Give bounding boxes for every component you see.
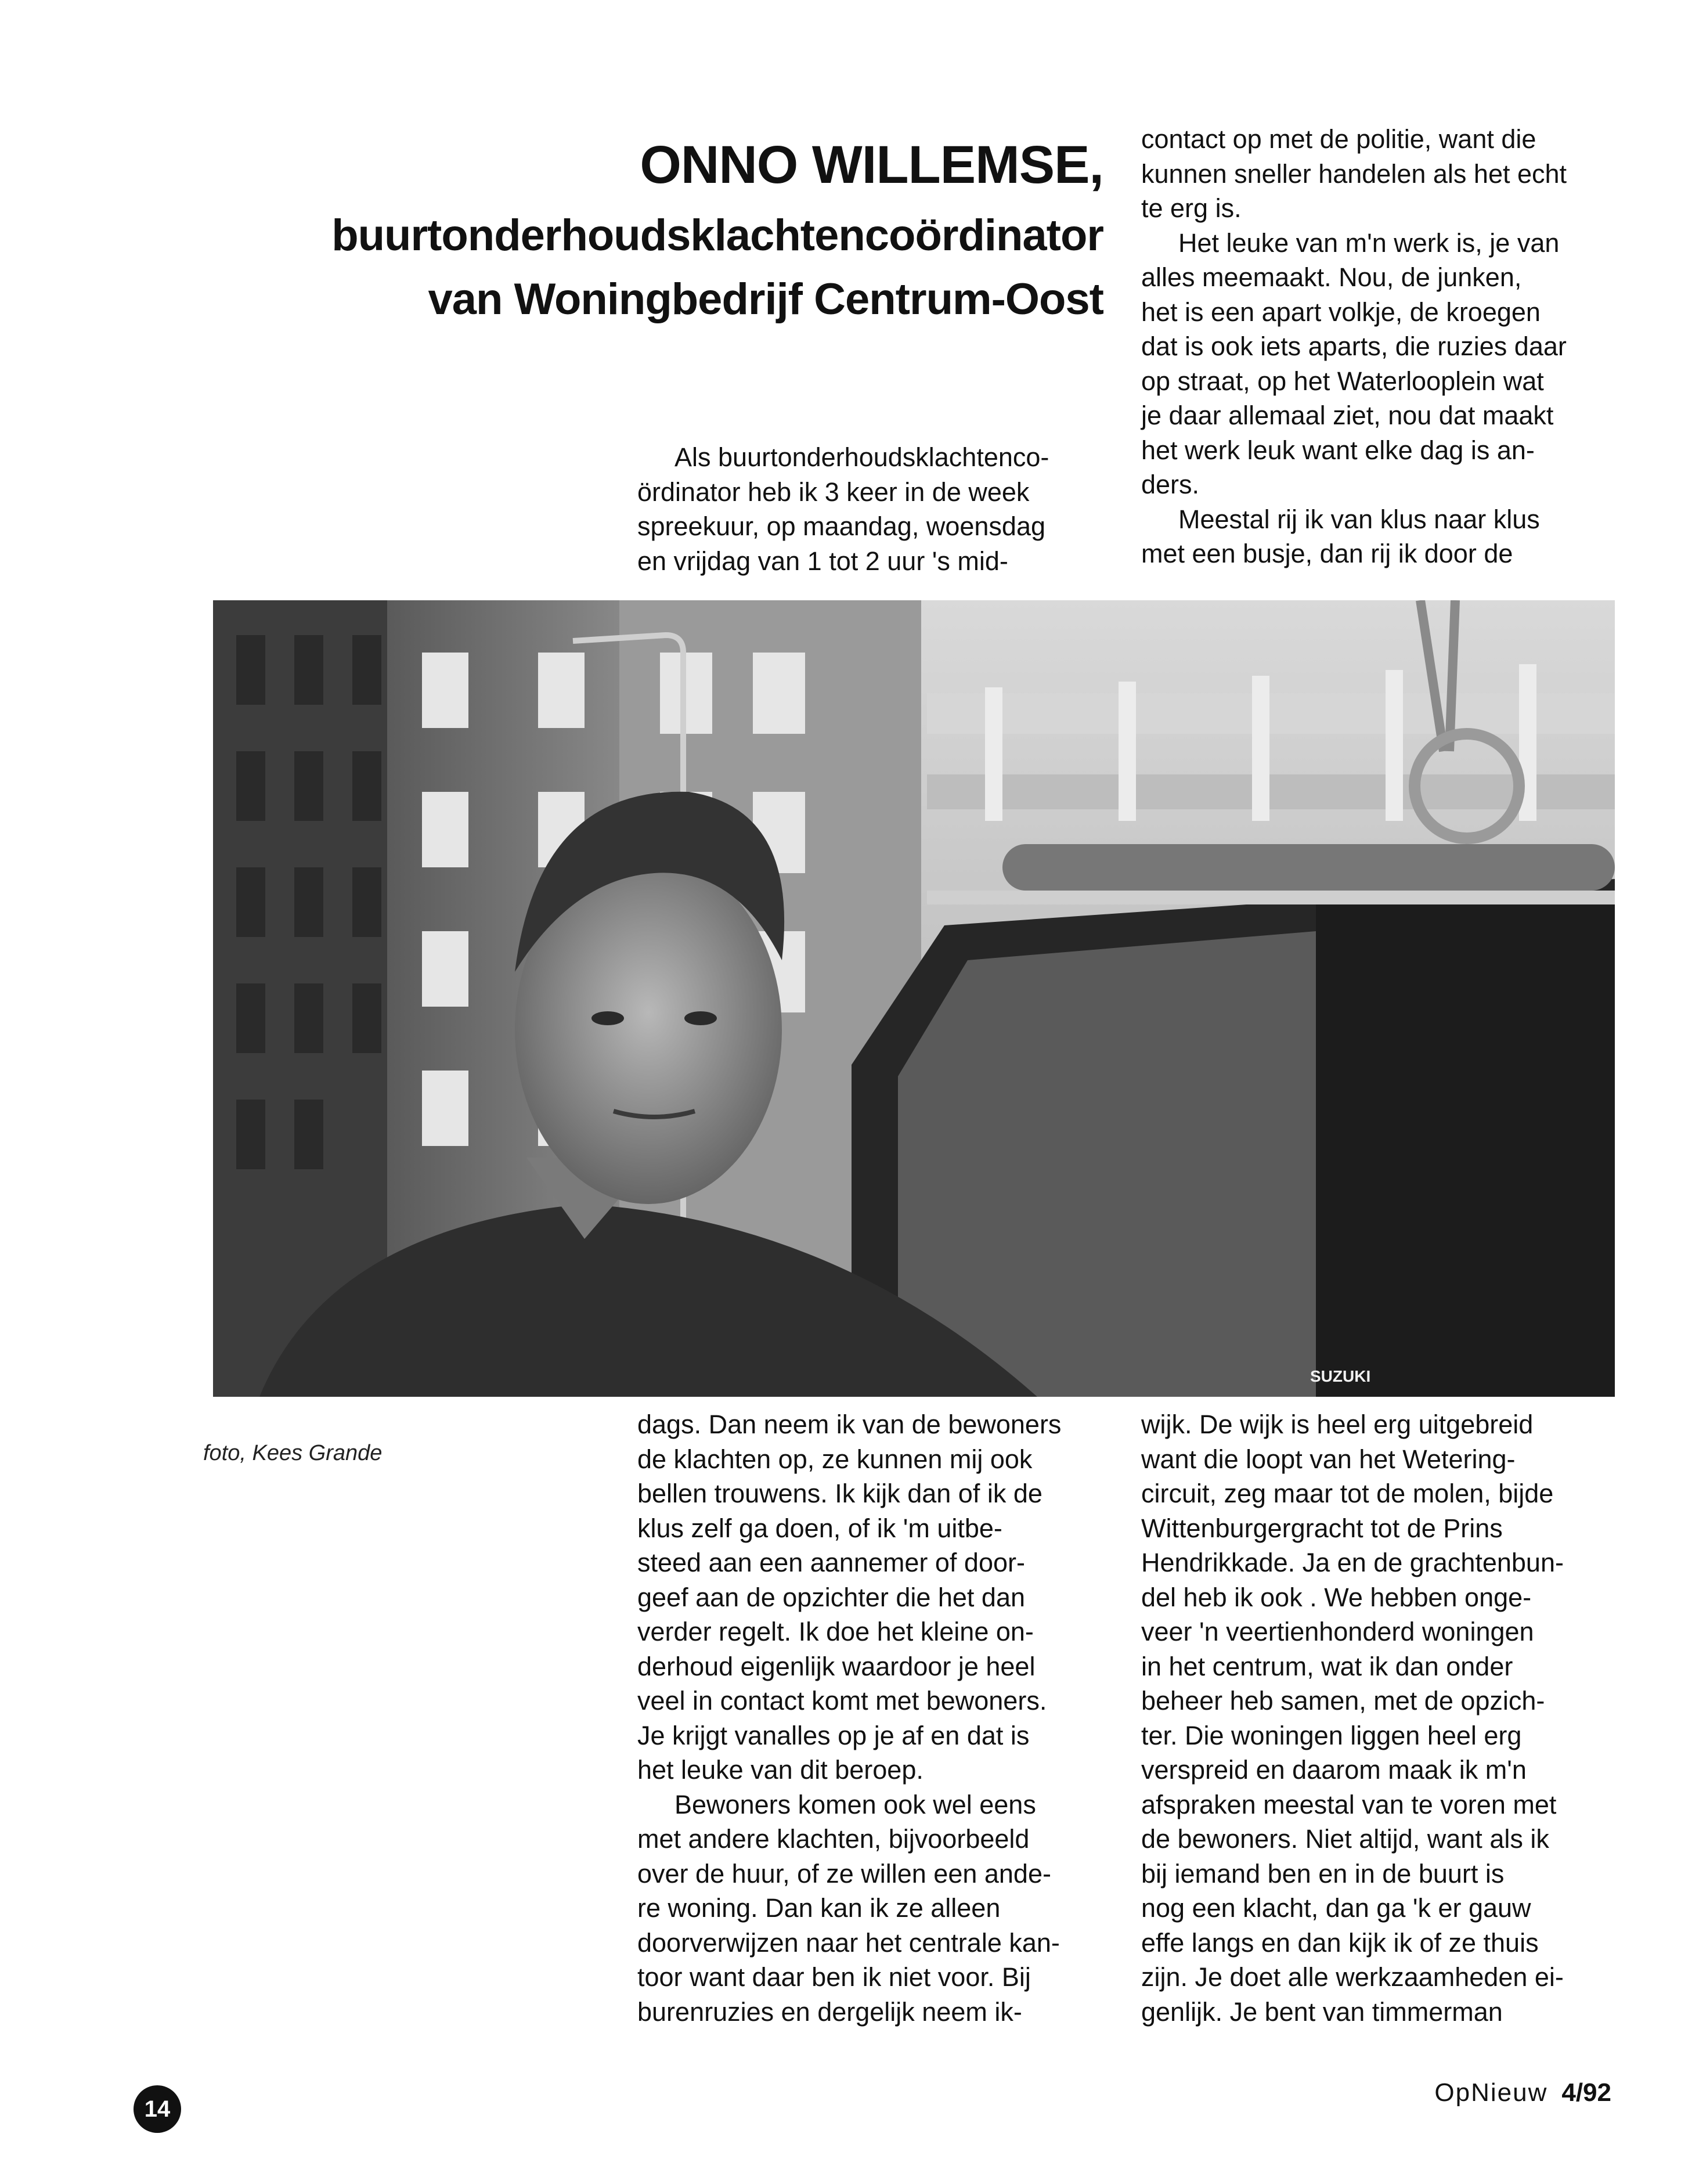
text-line: steed aan een aannemer of door-: [637, 1548, 1025, 1577]
text-line: dat is ook iets aparts, die ruzies daar: [1141, 331, 1567, 361]
text-line: het is een apart volkje, de kroegen: [1141, 297, 1541, 327]
text-line: spreekuur, op maandag, woensdag: [637, 511, 1045, 541]
text-line: want die loopt van het Wetering-: [1141, 1444, 1516, 1474]
magazine-name: OpNieuw: [1434, 2078, 1548, 2107]
text-line: ders.: [1141, 470, 1200, 499]
text-line: Je krijgt vanalles op je af en dat is: [637, 1720, 1030, 1750]
text-line: Bewoners komen ook wel eens: [674, 1789, 1036, 1819]
text-line: met andere klachten, bijvoorbeeld: [637, 1824, 1030, 1854]
text-line: Hendrikkade. Ja en de grachtenbun-: [1141, 1548, 1564, 1577]
paragraph: [1141, 502, 1623, 571]
text-line: klus zelf ga doen, of ik 'm uitbe-: [637, 1513, 1002, 1543]
text-line: Het leuke van m'n werk is, je van: [1178, 228, 1560, 258]
text-line: verder regelt. Ik doe het kleine on-: [637, 1617, 1034, 1646]
text-line: Meestal rij ik van klus naar klus: [1178, 504, 1540, 534]
issue-number: 4/92: [1561, 2078, 1611, 2107]
portrait-photo: [213, 600, 1615, 1397]
text-line: met een busje, dan rij ik door de: [1141, 539, 1513, 568]
text-line: veer 'n veertienhonderd woningen: [1141, 1617, 1534, 1646]
text-line: genlijk. Je bent van timmerman: [1141, 1996, 1503, 2027]
text-line: kunnen sneller handelen als het echt: [1141, 158, 1567, 189]
text-line: wijk. De wijk is heel erg uitgebreid: [1141, 1410, 1534, 1439]
car-badge-text: SUZUKI: [1310, 1367, 1371, 1385]
text-line: toor want daar ben ik niet voor. Bij: [637, 1962, 1031, 1992]
text-line: nog een klacht, dan ga 'k er gauw: [1141, 1893, 1531, 1923]
text-line: in het centrum, wat ik dan onder: [1141, 1651, 1513, 1681]
text-line: afspraken meestal van te voren met: [1141, 1789, 1557, 1819]
text-line: en vrijdag van 1 tot 2 uur 's mid-: [637, 546, 1008, 576]
right-column-top: [1141, 122, 1623, 571]
text-line: del heb ik ook . We hebben onge-: [1141, 1582, 1532, 1612]
headline-role: buurtonderhoudsklachtencoördinator: [331, 211, 1103, 260]
middle-column: [637, 1407, 1113, 2029]
text-line: dags. Dan neem ik van de bewoners: [637, 1410, 1062, 1439]
headline-employer: van Woningbedrijf Centrum-Oost: [428, 275, 1103, 324]
text-line: re woning. Dan kan ik ze alleen: [637, 1893, 1001, 1923]
text-line: te erg is.: [1141, 193, 1242, 223]
text-line: je daar allemaal ziet, nou dat maakt: [1141, 401, 1554, 430]
text-line: circuit, zeg maar tot de molen, bijde: [1141, 1479, 1554, 1508]
photo-caption: foto, Kees Grande: [203, 1441, 383, 1465]
page-number-badge: 14: [134, 2085, 181, 2133]
paragraph: [637, 1407, 1113, 1787]
text-line: het werk leuk want elke dag is an-: [1141, 435, 1535, 465]
text-line: het leuke van dit beroep.: [637, 1755, 924, 1785]
text-line: verspreid en daarom maak ik m'n: [1141, 1755, 1527, 1785]
right-column-bottom: [1141, 1407, 1623, 2029]
paragraph: [1141, 226, 1623, 502]
text-line: burenruzies en dergelijk neem ik-: [637, 1996, 1022, 2027]
paragraph: [637, 1787, 1113, 2030]
text-line: beheer heb samen, met de opzich-: [1141, 1686, 1545, 1716]
text-line: geef aan de opzichter die het dan: [637, 1582, 1026, 1612]
text-line: alles meemaakt. Nou, de junken,: [1141, 262, 1522, 292]
text-line: de bewoners. Niet altijd, want als ik: [1141, 1824, 1549, 1854]
text-line: veel in contact komt met bewoners.: [637, 1686, 1047, 1716]
text-line: zijn. Je doet alle werkzaamheden ei-: [1141, 1962, 1564, 1992]
text-line: Als buurtonderhoudsklachtenco-: [674, 442, 1049, 472]
text-line: over de huur, of ze willen een ande-: [637, 1858, 1051, 1889]
paragraph: [1141, 122, 1623, 226]
text-line: effe langs en dan kijk ik of ze thuis: [1141, 1927, 1539, 1958]
text-line: ördinator heb ik 3 keer in de week: [637, 477, 1030, 507]
text-line: contact op met de politie, want die: [1141, 124, 1536, 154]
text-line: bellen trouwens. Ik kijk dan of ik de: [637, 1479, 1042, 1508]
text-line: doorverwijzen naar het centrale kan-: [637, 1927, 1060, 1958]
intro-paragraph: [637, 440, 1113, 578]
text-line: ter. Die woningen liggen heel erg: [1141, 1720, 1522, 1750]
footer-issue: [1434, 2078, 1611, 2107]
text-line: derhoud eigenlijk waardoor je heel: [637, 1651, 1036, 1681]
headline-name: ONNO WILLEMSE,: [640, 135, 1103, 194]
text-line: de klachten op, ze kunnen mij ook: [637, 1444, 1033, 1474]
text-line: op straat, op het Waterlooplein wat: [1141, 366, 1544, 396]
text-line: Wittenburgergracht tot de Prins: [1141, 1513, 1503, 1543]
text-line: bij iemand ben en in de buurt is: [1141, 1858, 1505, 1889]
